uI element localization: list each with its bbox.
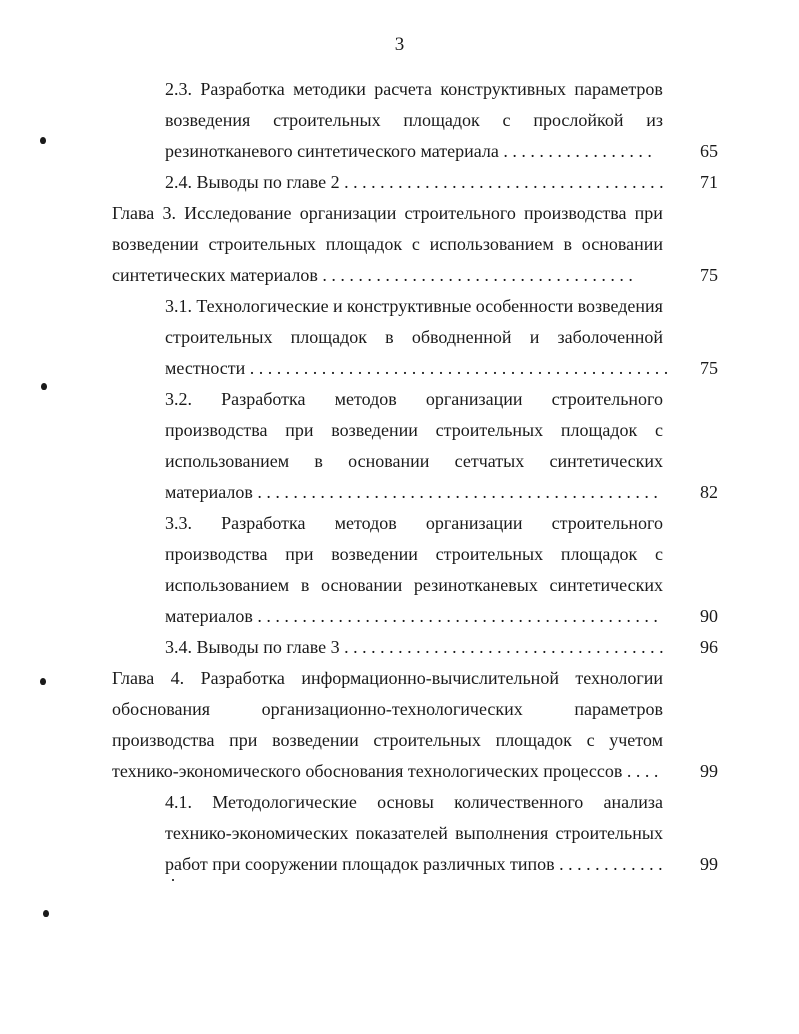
w: Разработка [200, 79, 285, 99]
word: 4.1. [165, 792, 192, 812]
toc-line [112, 667, 663, 689]
toc-page-number: 75 [700, 358, 718, 378]
toc-page-number: 99 [700, 761, 718, 781]
word: строительных [435, 420, 544, 440]
word: площадок [290, 327, 368, 347]
word: показателей [355, 823, 448, 843]
word: при [285, 544, 314, 564]
word: строительного [551, 389, 663, 409]
word: производства [165, 420, 268, 440]
word: технико-экономических [165, 823, 349, 843]
word: 3.3. [165, 513, 192, 533]
word: сетчатых [454, 451, 525, 471]
word: особенности [475, 296, 574, 316]
word: с [411, 234, 420, 254]
word: с [654, 420, 663, 440]
word: информационно-вычислительной [301, 668, 559, 688]
binding-hole-mark [40, 678, 46, 685]
word: прослойкой [533, 110, 624, 130]
toc-line [112, 202, 663, 224]
toc-line [165, 512, 663, 534]
toc-line [165, 822, 663, 844]
toc-line [112, 729, 663, 751]
word: 4. [170, 668, 185, 688]
toc-page-number: 71 [700, 172, 718, 192]
word: 3.2. [165, 389, 192, 409]
word: использованием [165, 575, 290, 595]
word: Разработка [221, 389, 306, 409]
word: использованием [165, 451, 290, 471]
word: строительных [435, 544, 544, 564]
word: при [229, 730, 258, 750]
word: площадок [560, 544, 638, 564]
word: 3. [162, 203, 176, 223]
word: методов [334, 513, 397, 533]
word: основании [581, 234, 663, 254]
binding-hole-mark [40, 137, 46, 144]
toc-line [165, 78, 663, 100]
toc-line [165, 109, 663, 131]
word: и [529, 327, 540, 347]
word: обоснования [112, 699, 211, 719]
toc-page-number: 99 [700, 854, 718, 874]
word: организации [425, 389, 523, 409]
word: производства [112, 730, 215, 750]
word: строительных [165, 327, 273, 347]
toc-line-last: материалов . . . . . . . . . . . . . . . . . . . . . . . . . . . . . . . . . . . . . . . . . . . . . [165, 482, 658, 502]
toc-line-last: технико-экономического обоснования технологических процессов . . . . [112, 761, 659, 781]
word: основы [377, 792, 434, 812]
toc-line [165, 388, 663, 410]
toc-line-last: работ при сооружении площадок различных типов . . . . . . . . . . . . [165, 854, 663, 874]
word: 3.1. [165, 296, 192, 316]
word: организации [425, 513, 523, 533]
word: при [285, 420, 314, 440]
w: параметров [574, 79, 663, 99]
word: Разработка [200, 668, 285, 688]
binding-hole-mark [41, 383, 47, 390]
word: с [502, 110, 511, 130]
w: 2.3. [165, 79, 192, 99]
toc-page-number: 90 [700, 606, 718, 626]
word: в [385, 327, 394, 347]
word: в [300, 575, 310, 595]
word: площадок [495, 730, 572, 750]
w: методики [293, 79, 366, 99]
toc-line-last: 3.4. Выводы по главе 3 . . . . . . . . . . . . . . . . . . . . . . . . . . . . . . . . . . . . [165, 637, 664, 657]
word: при [634, 203, 663, 223]
word: возведения [165, 110, 251, 130]
word: возведении [112, 234, 199, 254]
word: учетом [609, 730, 663, 750]
word: методов [334, 389, 397, 409]
word: заболоченной [557, 327, 663, 347]
word: Методологические [212, 792, 357, 812]
word: резинотканевых [413, 575, 538, 595]
toc-line [112, 233, 663, 255]
toc-line [165, 543, 663, 565]
word: анализа [603, 792, 663, 812]
word: площадок [403, 110, 480, 130]
w: расчета [374, 79, 432, 99]
toc-line [165, 791, 663, 813]
word: строительных [208, 234, 316, 254]
word: из [646, 110, 663, 130]
word: производства [524, 203, 627, 223]
word: площадок [560, 420, 638, 440]
toc-line [165, 326, 663, 348]
toc-line-last: синтетических материалов . . . . . . . . . . . . . . . . . . . . . . . . . . . . . . . . . . . [112, 265, 633, 285]
word: с [586, 730, 595, 750]
word: строительных [373, 730, 481, 750]
toc-line-last: резинотканевого синтетического материала . . . . . . . . . . . . . . . . . [165, 141, 652, 161]
word: Исследование [184, 203, 292, 223]
word: обводненной [411, 327, 512, 347]
word: основании [348, 451, 430, 471]
word: в [314, 451, 323, 471]
w: конструктивных [440, 79, 566, 99]
toc-line [165, 295, 663, 317]
toc-page-number: 65 [700, 141, 718, 161]
word: возведении [331, 544, 418, 564]
binding-hole-mark [43, 910, 49, 917]
toc-line [112, 698, 663, 720]
toc-line-last: 2.4. Выводы по главе 2 . . . . . . . . . . . . . . . . . . . . . . . . . . . . . . . . . . . . [165, 172, 664, 192]
word: количественного [454, 792, 584, 812]
word: синтетических [549, 575, 663, 595]
toc-line [165, 574, 663, 596]
word: возведении [331, 420, 418, 440]
word: строительного [404, 203, 516, 223]
word: возведении [272, 730, 359, 750]
page-number: 3 [394, 34, 405, 55]
word: параметров [574, 699, 663, 719]
word: Технологические [196, 296, 329, 316]
toc-line-last: местности . . . . . . . . . . . . . . . . . . . . . . . . . . . . . . . . . . . . . . . . . . . . . . . [165, 358, 669, 378]
word: с [654, 544, 663, 564]
word: конструктивные [346, 296, 472, 316]
word: Глава [112, 203, 155, 223]
word: организации [299, 203, 397, 223]
word: строительных [273, 110, 381, 130]
toc-page-number: 75 [700, 265, 718, 285]
word: производства [165, 544, 268, 564]
word: использованием [429, 234, 554, 254]
word: строительных [555, 823, 663, 843]
word: возведения [577, 296, 663, 316]
scan-speck [172, 879, 174, 881]
word: строительного [551, 513, 663, 533]
word: площадок [325, 234, 403, 254]
word: и [332, 296, 343, 316]
toc-line-last: материалов . . . . . . . . . . . . . . . . . . . . . . . . . . . . . . . . . . . . . . . . . . . . . [165, 606, 658, 626]
word: организационно-технологических [261, 699, 523, 719]
word: Глава [112, 668, 155, 688]
word: основании [321, 575, 403, 595]
word: Разработка [221, 513, 306, 533]
toc-page-number: 96 [700, 637, 718, 657]
toc-line [165, 450, 663, 472]
word: технологии [575, 668, 663, 688]
toc-line [165, 419, 663, 441]
word: выполнения [455, 823, 549, 843]
toc-page-number: 82 [700, 482, 718, 502]
word: синтетических [549, 451, 663, 471]
word: в [563, 234, 572, 254]
